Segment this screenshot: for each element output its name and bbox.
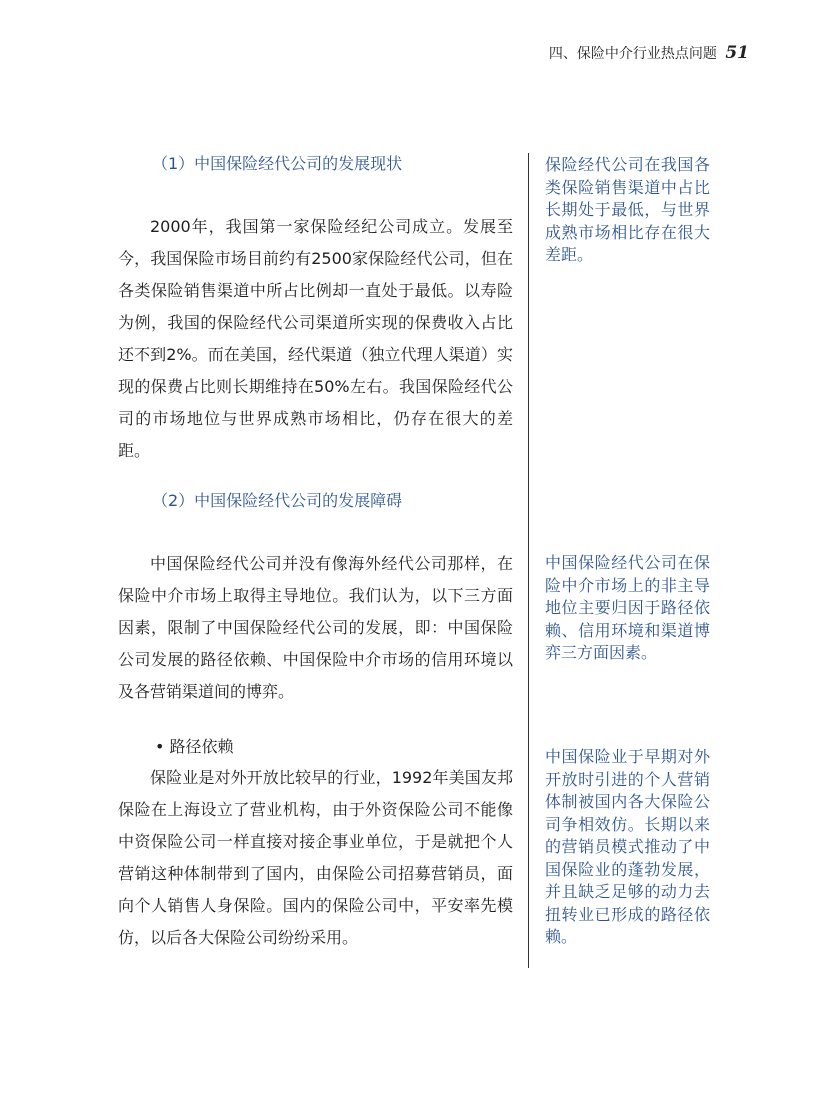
subheading-path-dependence: • 路径依赖: [155, 737, 234, 756]
section-heading-development-status: （1）中国保险经代公司的发展现状: [152, 154, 403, 173]
section-heading-development-obstacles: （2）中国保险经代公司的发展障碍: [152, 491, 403, 510]
paragraph-path-dependence: 保险业是对外开放比较早的行业，1992年美国友邦保险在上海设立了营业机构，由于外资保险公司不能像中资保险公司一样直接对接企事业单位，于是就把个人营销这种体制带到了国内，由保险公司招募营销员，面向个人销售人身保险。国内的保险公司中，平安率先模仿，以后各大保险公司纷纷采用。: [118, 768, 513, 947]
paragraph-development-status: 2000年，我国第一家保险经纪公司成立。发展至今，我国保险市场目前约有2500家保险经代公司，但在各类保险销售渠道中所占比例却一直处于最低。以寿险为例，我国的保险经代公司渠道所实现的保费收入占比还不到2%。而在美国，经代渠道（独立代理人渠道）实现的保费占比则长期维持在50%左右。我国保险经代公司的市场地位与世界成熟市场相比，仍存在很大的差距。: [118, 217, 513, 460]
sidenote-2-text: 中国保险经代公司在保险中介市场上的非主导地位主要归因于路径依赖、信用环境和渠道博弈三方面因素。: [545, 553, 710, 662]
sidenote-3: [545, 746, 710, 949]
main-text-block-1: [118, 211, 513, 467]
sidenote-1: [545, 154, 710, 267]
paragraph-development-obstacles: 中国保险经代公司并没有像海外经代公司那样，在保险中介市场上取得主导地位。我们认为，以下三方面因素，限制了中国保险经代公司的发展，即：中国保险公司发展的路径依赖、中国保险中介市场的信用环境以及各营销渠道间的博弈。: [118, 554, 513, 701]
column-divider: [528, 153, 529, 968]
running-head: [549, 43, 749, 63]
main-text-block-2: [118, 548, 513, 708]
running-head-title: 四、保险中介行业热点问题: [548, 46, 717, 62]
sidenote-1-text: 保险经代公司在我国各类保险销售渠道中占比长期处于最低，与世界成熟市场相比存在很大差距。: [545, 155, 710, 264]
sidenote-2: [545, 552, 710, 665]
page-number: 51: [725, 43, 749, 63]
main-text-block-3: [118, 762, 513, 954]
sidenote-3-text: 中国保险业于早期对外开放时引进的个人营销体制被国内各大保险公司争相效仿。长期以来的营销员模式推动了中国保险业的蓬勃发展，并且缺乏足够的动力去扭转业已形成的路径依赖。: [545, 747, 710, 946]
